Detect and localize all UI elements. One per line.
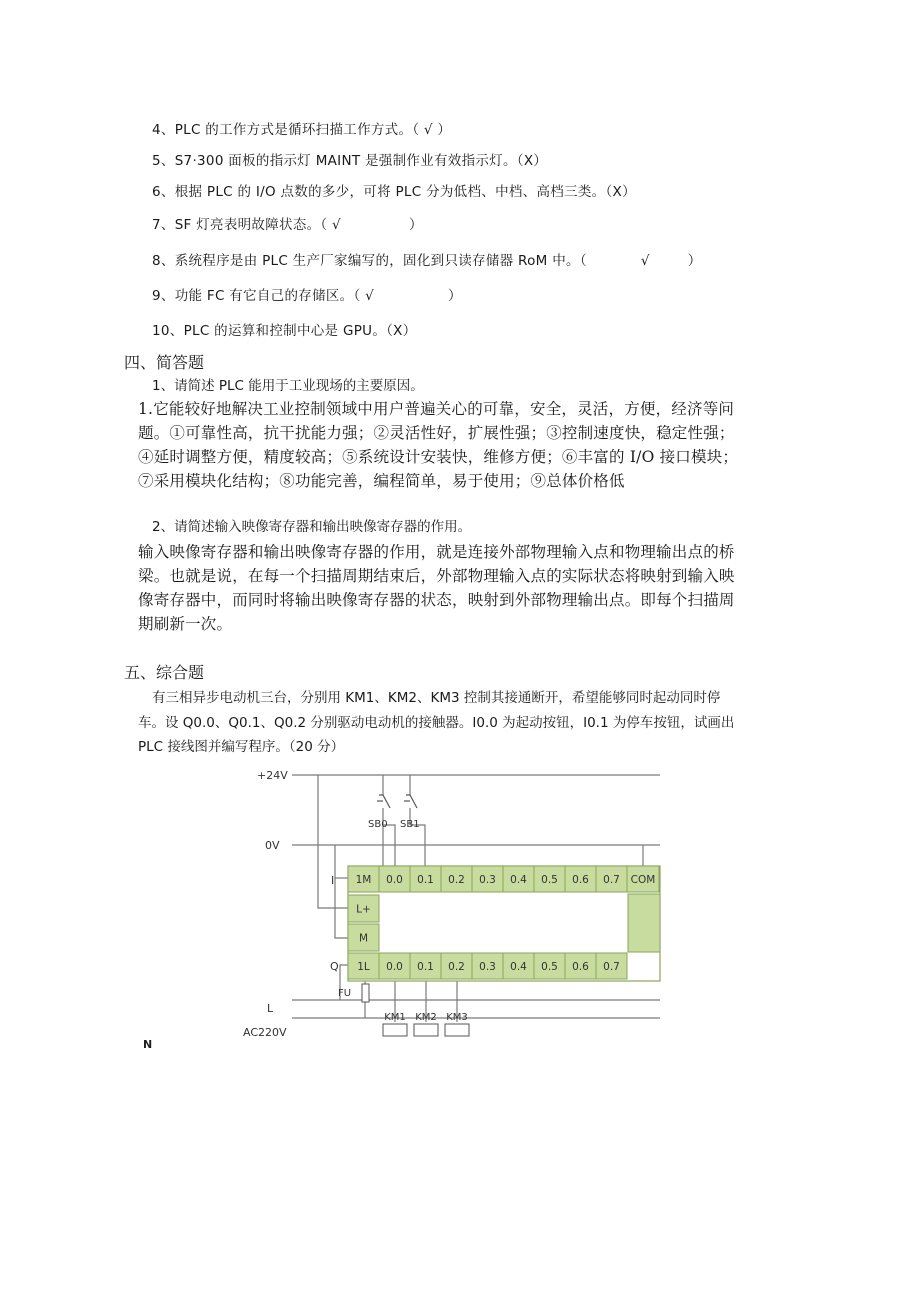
coil-label: KM3	[446, 1012, 468, 1023]
power-terminal: L+	[356, 903, 371, 916]
row-i-label: I	[331, 874, 335, 887]
answer2-line: 期刷新一次。	[138, 615, 233, 633]
tf-item-9: 9、功能 FC 有它自己的存储区。（ √ ）	[152, 288, 462, 304]
output-terminal: 0.1	[417, 961, 434, 973]
answer1-line: 1.它能较好地解决工业控制领域中用户普遍关心的可靠，安全，灵活，方便，经济等问	[138, 400, 735, 418]
row-l-label: L	[267, 1002, 274, 1015]
section4-question-1: 1、请简述 PLC 能用于工业现场的主要原因。	[152, 378, 424, 394]
output-terminal: 0.6	[572, 961, 589, 973]
section4-title: 四、简答题	[124, 353, 205, 372]
answer2-line: 梁。也就是说，在每一个扫描周期结束后，外部物理输入点的实际状态将映射到输入映	[138, 567, 735, 585]
answer2-line: 像寄存器中，而同时将输出映像寄存器的状态，映射到外部物理输出点。即每个扫描周	[138, 591, 735, 609]
answer1-line: ④延时调整方便，精度较高；⑤系统设计安装快，维修方便；⑥丰富的 I/O 接口模块；	[138, 448, 739, 466]
contactor-coil	[445, 1024, 469, 1036]
rail-24v-label: +24V	[257, 769, 288, 782]
sb1-label: SB1	[400, 819, 420, 830]
input-terminal: 0.5	[541, 874, 558, 886]
n-label: N	[143, 1038, 153, 1051]
contactor-coil	[383, 1024, 407, 1036]
output-terminal: 0.4	[510, 961, 527, 973]
section5-paragraph-line: PLC 接线图并编写程序。（20 分）	[138, 739, 345, 755]
input-terminal: 0.2	[448, 874, 465, 886]
output-terminal: 0.2	[448, 961, 465, 973]
output-terminal: 0.0	[386, 961, 403, 973]
contactor-coil	[414, 1024, 438, 1036]
tf-item-4: 4、PLC 的工作方式是循环扫描工作方式。（ √ ）	[152, 122, 452, 138]
input-terminal: 1M	[355, 874, 372, 886]
row-q-label: Q	[330, 960, 339, 973]
output-terminal: 0.3	[479, 961, 496, 973]
ac220v-label: AC220V	[243, 1026, 287, 1039]
output-terminal: 0.7	[603, 961, 620, 973]
answer1-line: 题。①可靠性高，抗干扰能力强；②灵活性好，扩展性强；③控制速度快，稳定性强；	[138, 424, 735, 442]
power-terminal: M	[358, 932, 369, 945]
section5-paragraph-line: 车。设 Q0.0、Q0.1、Q0.2 分别驱动电动机的接触器。I0.0 为起动按钮，I0.1 为停车按钮，试画出	[138, 715, 735, 731]
input-terminal: 0.6	[572, 874, 589, 886]
tf-item-7: 7、SF 灯亮表明故障状态。（ √ ）	[152, 217, 423, 233]
section4-question-2: 2、请简述输入映像寄存器和输出映像寄存器的作用。	[152, 519, 472, 535]
tf-item-8: 8、系统程序是由 PLC 生产厂家编写的，固化到只读存储器 RoM 中。（ √ ）	[152, 253, 702, 269]
coil-label: KM1	[384, 1012, 406, 1023]
input-terminal: 0.0	[386, 874, 403, 886]
input-terminal: 0.3	[479, 874, 496, 886]
section5-paragraph-line: 有三相异步电动机三台，分别用 KM1、KM2、KM3 控制其接通断开，希望能够同时起动同时停	[152, 690, 721, 706]
input-terminal: 0.4	[510, 874, 527, 886]
fu-label: FU	[338, 988, 352, 999]
rail-0v-label: 0V	[265, 839, 280, 852]
input-terminal: COM	[630, 874, 656, 886]
fuse	[362, 984, 369, 1002]
input-terminal: 0.1	[417, 874, 434, 886]
answer1-line: ⑦采用模块化结构；⑧功能完善，编程简单，易于使用；⑨总体价格低	[138, 472, 625, 490]
tf-item-5: 5、S7·300 面板的指示灯 MAINT 是强制作业有效指示灯。（X）	[152, 153, 548, 169]
output-terminal: 0.5	[541, 961, 558, 973]
section5-title: 五、综合题	[124, 663, 205, 682]
tf-item-10: 10、PLC 的运算和控制中心是 GPU。（X）	[152, 323, 417, 339]
answer2-line: 输入映像寄存器和输出映像寄存器的作用，就是连接外部物理输入点和物理输出点的桥	[138, 543, 735, 561]
sb0-label: SB0	[368, 819, 388, 830]
tf-item-6: 6、根据 PLC 的 I/O 点数的多少，可将 PLC 分为低档、中档、高档三类。（X）	[152, 184, 636, 200]
coil-label: KM2	[415, 1012, 437, 1023]
output-terminal: 1L	[357, 961, 370, 973]
input-terminal: 0.7	[603, 874, 620, 886]
